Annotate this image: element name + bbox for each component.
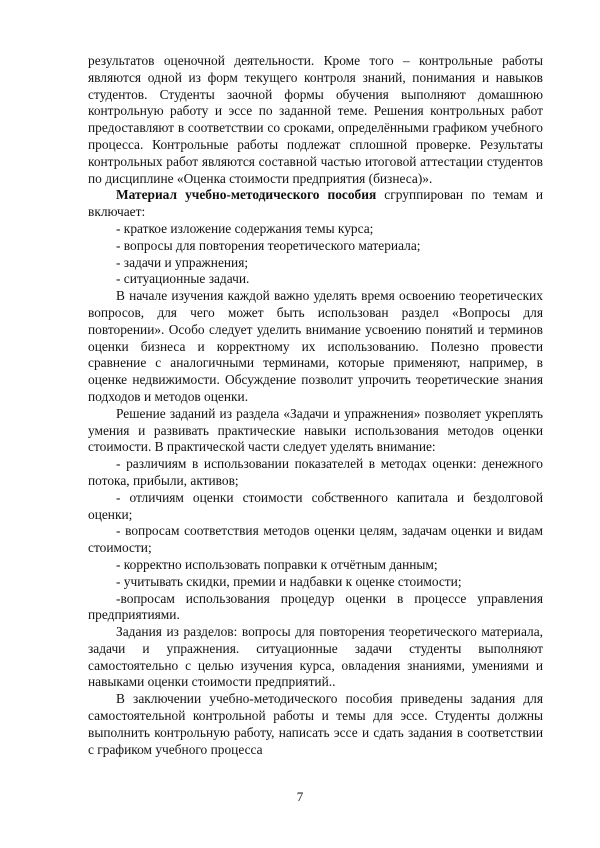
list-item-material: - ситуационные задачи. xyxy=(116,271,250,287)
list-item-material: - вопросы для повторения теоретического материала; xyxy=(116,237,421,253)
body-text xyxy=(88,53,543,758)
list-item-attention: - учитывать скидки, премии и надбавки к оценке стоимости; xyxy=(116,573,462,589)
list-item-attention: -вопросам использования процедур оценки в процессе управления предприятиями. xyxy=(88,590,543,623)
list-item-material: - задачи и упражнения; xyxy=(116,254,249,270)
list-item-material: - краткое изложение содержания темы курса; xyxy=(116,220,374,236)
list-item-attention: - отличиям оценки стоимости собственного капитала и бездолговой оценки; xyxy=(88,489,543,522)
paragraph-intro: результатов оценочной деятельности. Кроме того – контрольные работы являются одной из форм текущего контроля знаний, понимания и навыков студентов. Студенты заочной формы обучения выполняют домашнюю контрольную работу и эссе по заданной теме. Решения контрольных работ предоставляют в соответствии со сроками, определёнными графиком учебного процесса. Контрольные работы подлежат сплошной проверке. Результаты контрольных работ являются составной частью итоговой аттестации студентов по дисциплине «Оценка стоимости предприятия (бизнеса)». xyxy=(88,53,543,186)
list-item-attention: - корректно использовать поправки к отчётным данным; xyxy=(116,556,438,572)
paragraph-tasks-solution: Решение заданий из раздела «Задачи и упражнения» позволяет укреплять умения и развивать практические навыки использования методов оценки стоимости. В практической части следует уделять внимание: xyxy=(88,405,543,455)
paragraph-start-study: В начале изучения каждой важно уделять время освоению теоретических вопросов, для чего может быть использован раздел «Вопросы для повторении». Особо следует уделить внимание усвоению понятий и терминов оценки бизнеса и корректному их использованию. Полезно провести сравнение с аналогичными терминами, которые применяют, например, в оценке недвижимости. Обсуждение позволит упрочить теоретические знания подходов и методов оценки. xyxy=(88,288,543,404)
page-number: 7 xyxy=(296,789,304,804)
paragraph-conclusion: В заключении учебно-методического пособия приведены задания для самостоятельной контрольной работы и темы для эссе. Студенты должны выполнить контрольную работу, написать эссе и сдать задания в соответствии с графиком учебного процесса xyxy=(88,691,543,757)
paragraph-material xyxy=(88,187,543,221)
material-heading-rest: сгруппирован по темам и включает: xyxy=(88,187,543,220)
paragraph-tasks-from-sections: Задания из разделов: вопросы для повторения теоретического материала, задачи и упражнения. ситуационные задачи студенты выполняют самостоятельно с целью изучения курса, овладения знаниями, умениями и навыками оценки стоимости предприятий.. xyxy=(88,624,543,690)
list-item-attention: - различиям в использовании показателей в методах оценки: денежного потока, прибыли, активов; xyxy=(88,456,543,488)
list-item-attention: - вопросам соответствия методов оценки целям, задачам оценки и видам стоимости; xyxy=(88,523,543,556)
material-heading-bold: Материал учебно-методического пособия xyxy=(116,187,377,203)
